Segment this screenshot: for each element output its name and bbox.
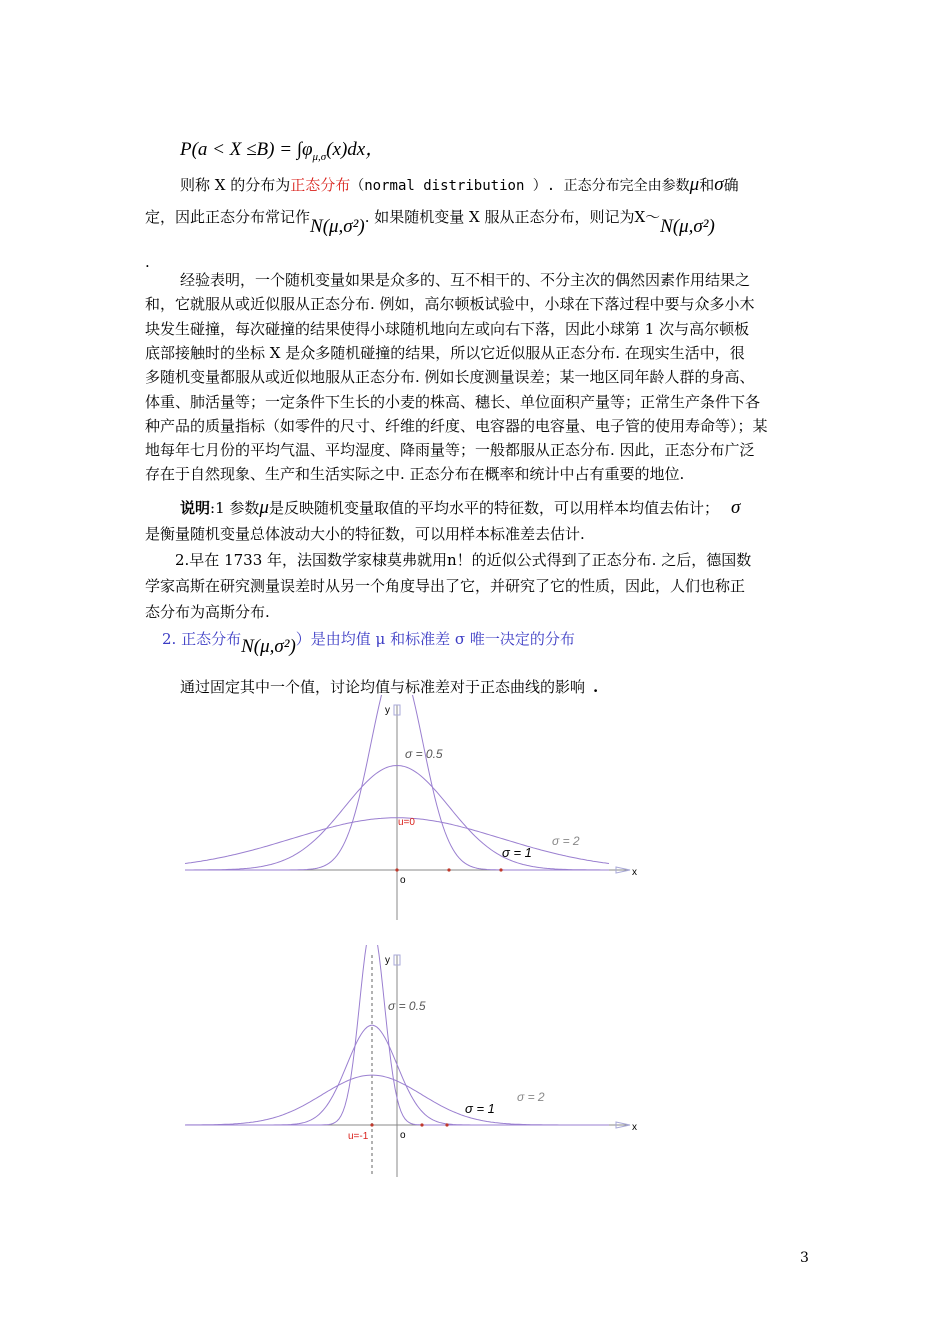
paragraph-line: 体重、肺活量等；一定条件下生长的小麦的株高、穗长、单位面积产量等；正常生产条件下各 <box>145 392 761 411</box>
sigma-0-5-label: σ = 0.5 <box>405 747 443 761</box>
y-axis-label: y <box>385 705 390 716</box>
origin-label: o <box>400 875 406 886</box>
mu-symbol: μ <box>259 497 269 518</box>
text-segment: 和 <box>699 176 715 194</box>
axis-point <box>499 868 502 871</box>
text-segment: 则称 X 的分布为 <box>180 176 291 194</box>
paragraph-line: 态分布为高斯分布. <box>145 603 270 621</box>
sigma-symbol: σ <box>714 174 724 195</box>
x-axis-label: x <box>632 867 637 878</box>
paragraph-line: 多随机变量都服从或近似地服从正态分布. 例如长度测量误差；某一地区同年龄人群的身高、 <box>145 368 755 387</box>
paragraph-line: 经验表明，一个随机变量如果是众多的、互不相干的、不分主次的偶然因素作用结果之 <box>180 271 751 289</box>
text-segment: . <box>593 678 599 696</box>
y-axis-label: y <box>385 955 390 966</box>
formula-prob: P(a < X ≤B) = ∫ <box>180 139 302 160</box>
sigma-2-label: σ = 2 <box>552 834 580 848</box>
axis-point <box>420 1123 423 1126</box>
paragraph-line: 和，它就服从或近似服从正态分布. 例如，高尔顿板试验中，小球在下落过程中要与众多小木 <box>145 295 755 314</box>
definition-line-2 <box>145 207 715 237</box>
note-line-2: 是衡量随机变量总体波动大小的特征数，可以用样本标准差去估计. <box>145 525 585 543</box>
sigma-0-5-label: σ = 0.5 <box>388 999 426 1013</box>
normal-curves-graph-mean-0 <box>160 695 660 925</box>
sigma-1-label: σ = 1 <box>465 1101 495 1116</box>
axis-point <box>370 1123 373 1126</box>
probability-formula <box>180 140 384 167</box>
paragraph-line: 存在于自然现象、生产和生活实际之中. 正态分布在概率和统计中占有重要的地位. <box>145 465 685 484</box>
formula-end: (x)dx， <box>326 139 385 160</box>
normal-curves-graph-mean-minus-1 <box>160 945 660 1185</box>
text-segment: :1 参数 <box>210 499 260 517</box>
note-label: 说明 <box>180 499 211 517</box>
page-number: 3 <box>800 1250 809 1266</box>
formula-sub: μ,σ <box>312 150 327 163</box>
normal-distribution-term: 正态分布 <box>290 176 351 194</box>
stray-dot: . <box>145 253 150 271</box>
sigma-2-label: σ = 2 <box>517 1090 545 1104</box>
paragraph-line: 块发生碰撞，每次碰撞的结果使得小球随机地向左或向右下落，因此小球第 1 次与高尔顿板 <box>145 319 750 338</box>
text-segment: 通过固定其中一个值，讨论均值与标准差对于正态曲线的影响 <box>180 678 586 696</box>
section-heading-2 <box>162 629 575 657</box>
note-line-1 <box>180 498 740 518</box>
axis-point <box>447 868 450 871</box>
paragraph-line: 学家高斯在研究测量误差时从另一个角度导出了它，并研究了它的性质，因此，人们也称正 <box>145 577 746 595</box>
text-segment: . 如果随机变量 X 服从正态分布，则记为X～ <box>364 208 661 226</box>
mu-symbol: μ <box>689 174 700 195</box>
text-segment: 定，因此正态分布常记作 <box>145 208 311 226</box>
axis-point <box>445 1123 448 1126</box>
notation-N: N(μ,σ²) <box>241 636 296 657</box>
intro-fix-line <box>180 677 598 697</box>
text-segment: 2. 正态分布 <box>162 630 242 648</box>
text-segment: 确 <box>723 176 739 194</box>
mean-label: u=0 <box>398 817 415 828</box>
mean-label: u=-1 <box>348 1131 369 1142</box>
sigma-symbol: σ <box>730 497 741 518</box>
paragraph-line: 底部接触时的坐标 X 是众多随机碰撞的结果，所以它近似服从正态分布. 在现实生活中，很 <box>145 343 745 362</box>
notation-N: N(μ,σ²) <box>660 216 715 237</box>
origin-label: o <box>400 1130 406 1141</box>
text-segment: ）是由均值 μ 和标准差 σ 唯一决定的分布 <box>295 630 575 648</box>
formula-phi: φ <box>302 139 313 160</box>
notation-N: N(μ,σ²) <box>310 216 365 237</box>
definition-line-1 <box>180 175 739 196</box>
x-axis-label: x <box>632 1122 637 1133</box>
text-segment: （normal distribution ）. 正态分布完全由参数 <box>350 178 690 194</box>
paragraph-line: 地每年七月份的平均气温、平均湿度、降雨量等；一般都服从正态分布. 因此，正态分布广泛 <box>145 441 755 460</box>
text-segment: 是反映随机变量取值的平均水平的特征数，可以用样本均值去佑计； <box>268 499 719 517</box>
paragraph-line: 种产品的质量指标（如零件的尺寸、纤维的纤度、电容器的电容量、电子管的使用寿命等）；某 <box>145 416 768 435</box>
axis-point <box>395 868 398 871</box>
sigma-1-label: σ = 1 <box>502 845 532 860</box>
paragraph-line: 2.早在 1733 年，法国数学家棣莫弗就用n！的近似公式得到了正态分布. 之后，德国数 <box>175 551 752 569</box>
